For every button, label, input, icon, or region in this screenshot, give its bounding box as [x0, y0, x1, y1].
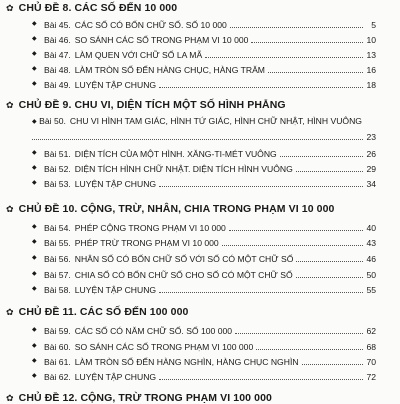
page-number: 5: [371, 20, 376, 30]
page-number: 70: [366, 357, 376, 367]
lesson-entry[interactable]: ◆ Bài 61. LÀM TRÒN SỐ ĐẾN HÀNG NGHÌN, HÀNG CHỤC NGHÌN 70: [32, 357, 376, 367]
page-number: 29: [366, 164, 376, 174]
lesson-entry[interactable]: ◆ Bài 57. CHIA SỐ CÓ BỐN CHỮ SỐ CHO SỐ CÓ MỘT CHỮ SỐ 50: [32, 270, 376, 280]
lesson-entry[interactable]: ◆ Bài 58. LUYỆN TẬP CHUNG 55: [32, 285, 376, 295]
page-number: 46: [366, 254, 376, 264]
page-number: 43: [366, 238, 376, 248]
topic-heading: ✿ CHỦ ĐỀ 10. CỘNG, TRỪ, NHÂN, CHIA TRONG PHẠM VI 10 000: [6, 203, 335, 215]
lesson-entry[interactable]: ◆ Bài 55. PHÉP TRỪ TRONG PHẠM VI 10 000 43: [32, 238, 376, 248]
diamond-bullet-icon: ◆: [32, 165, 37, 171]
diamond-bullet-icon: ◆: [32, 180, 37, 186]
page-number: 55: [366, 285, 376, 295]
diamond-bullet-icon: ◆: [32, 66, 37, 72]
page-number: 68: [366, 342, 376, 352]
lesson-entry[interactable]: ◆ Bài 52. DIỆN TÍCH HÌNH CHỮ NHẬT. DIỆN TÍCH HÌNH VUÔNG 29: [32, 164, 376, 174]
diamond-bullet-icon: ◆: [32, 150, 37, 156]
page-number: 13: [366, 50, 376, 60]
diamond-bullet-icon: ◆: [32, 343, 37, 349]
page-number: 23: [366, 132, 376, 142]
lesson-entry[interactable]: ◆ Bài 46. SO SÁNH CÁC SỐ TRONG PHẠM VI 10 000 10: [32, 35, 376, 45]
diamond-bullet-icon: ◆: [32, 224, 37, 230]
diamond-bullet-icon: ◆: [32, 327, 37, 333]
page-number: 40: [366, 223, 376, 233]
diamond-bullet-icon: ◆: [32, 21, 37, 27]
diamond-bullet-icon: ◆: [32, 81, 37, 87]
diamond-bullet-icon: ◆: [32, 286, 37, 292]
lesson-entry[interactable]: ◆ Bài 51. DIỆN TÍCH CỦA MỘT HÌNH. XĂNG-TI-MÉT VUÔNG 26: [32, 149, 376, 159]
page-number: 34: [366, 179, 376, 189]
flower-icon: ✿: [6, 3, 14, 13]
lesson-entry[interactable]: ◆ Bài 48. LÀM TRÒN SỐ ĐẾN HÀNG CHỤC, HÀNG TRĂM 16: [32, 65, 376, 75]
flower-icon: ✿: [6, 307, 14, 317]
diamond-bullet-icon: ◆: [32, 119, 37, 125]
lesson-entry[interactable]: ◆ Bài 47. LÀM QUEN VỚI CHỮ SỐ LA MÃ 13: [32, 50, 376, 60]
page-number: 62: [366, 326, 376, 336]
page-number: 50: [366, 270, 376, 280]
diamond-bullet-icon: ◆: [32, 51, 37, 57]
lesson-entry[interactable]: ◆ Bài 60. SO SÁNH CÁC SỐ TRONG PHẠM VI 100 000 68: [32, 342, 376, 352]
page-number: 26: [366, 149, 376, 159]
diamond-bullet-icon: ◆: [32, 36, 37, 42]
diamond-bullet-icon: ◆: [32, 358, 37, 364]
lesson-entry[interactable]: ◆ Bài 56. NHÂN SỐ CÓ BỐN CHỮ SỐ VỚI SỐ CÓ MỘT CHỮ SỐ 46: [32, 254, 376, 264]
lesson-entry[interactable]: ◆ Bài 49. LUYỆN TẬP CHUNG 18: [32, 80, 376, 90]
topic-heading: ✿ CHỦ ĐỀ 12. CỘNG, TRỪ TRONG PHẠM VI 100 000: [6, 392, 272, 404]
flower-icon: ✿: [6, 393, 14, 403]
topic-heading: ✿ CHỦ ĐỀ 11. CÁC SỐ ĐẾN 100 000: [6, 306, 189, 318]
topic-heading: ✿ CHỦ ĐỀ 8. CÁC SỐ ĐẾN 10 000: [6, 2, 178, 14]
lesson-entry[interactable]: ◆ Bài 62. LUYỆN TẬP CHUNG 72: [32, 372, 376, 382]
flower-icon: ✿: [6, 204, 14, 214]
page-number: 16: [366, 65, 376, 75]
diamond-bullet-icon: ◆: [32, 373, 37, 379]
diamond-bullet-icon: ◆: [32, 239, 37, 245]
lesson-entry[interactable]: ◆ Bài 50. CHU VI HÌNH TAM GIÁC, HÌNH TỨ GIÁC, HÌNH CHỮ NHẬT, HÌNH VUÔNG 23: [32, 116, 376, 142]
diamond-bullet-icon: ◆: [32, 271, 37, 277]
page-number: 18: [366, 80, 376, 90]
page-number: 72: [366, 372, 376, 382]
flower-icon: ✿: [6, 100, 14, 110]
lesson-entry[interactable]: ◆ Bài 59. CÁC SỐ CÓ NĂM CHỮ SỐ. SỐ 100 000 62: [32, 326, 376, 336]
topic-heading: ✿ CHỦ ĐỀ 9. CHU VI, DIỆN TÍCH MỘT SỐ HÌNH PHẲNG: [6, 99, 286, 111]
lesson-entry[interactable]: ◆ Bài 45. CÁC SỐ CÓ BỐN CHỮ SỐ. SỐ 10 000 5: [32, 20, 376, 30]
lesson-entry[interactable]: ◆ Bài 53. LUYỆN TẬP CHUNG 34: [32, 179, 376, 189]
diamond-bullet-icon: ◆: [32, 255, 37, 261]
page-number: 10: [366, 35, 376, 45]
lesson-entry[interactable]: ◆ Bài 54. PHÉP CỘNG TRONG PHẠM VI 10 000 40: [32, 223, 376, 233]
